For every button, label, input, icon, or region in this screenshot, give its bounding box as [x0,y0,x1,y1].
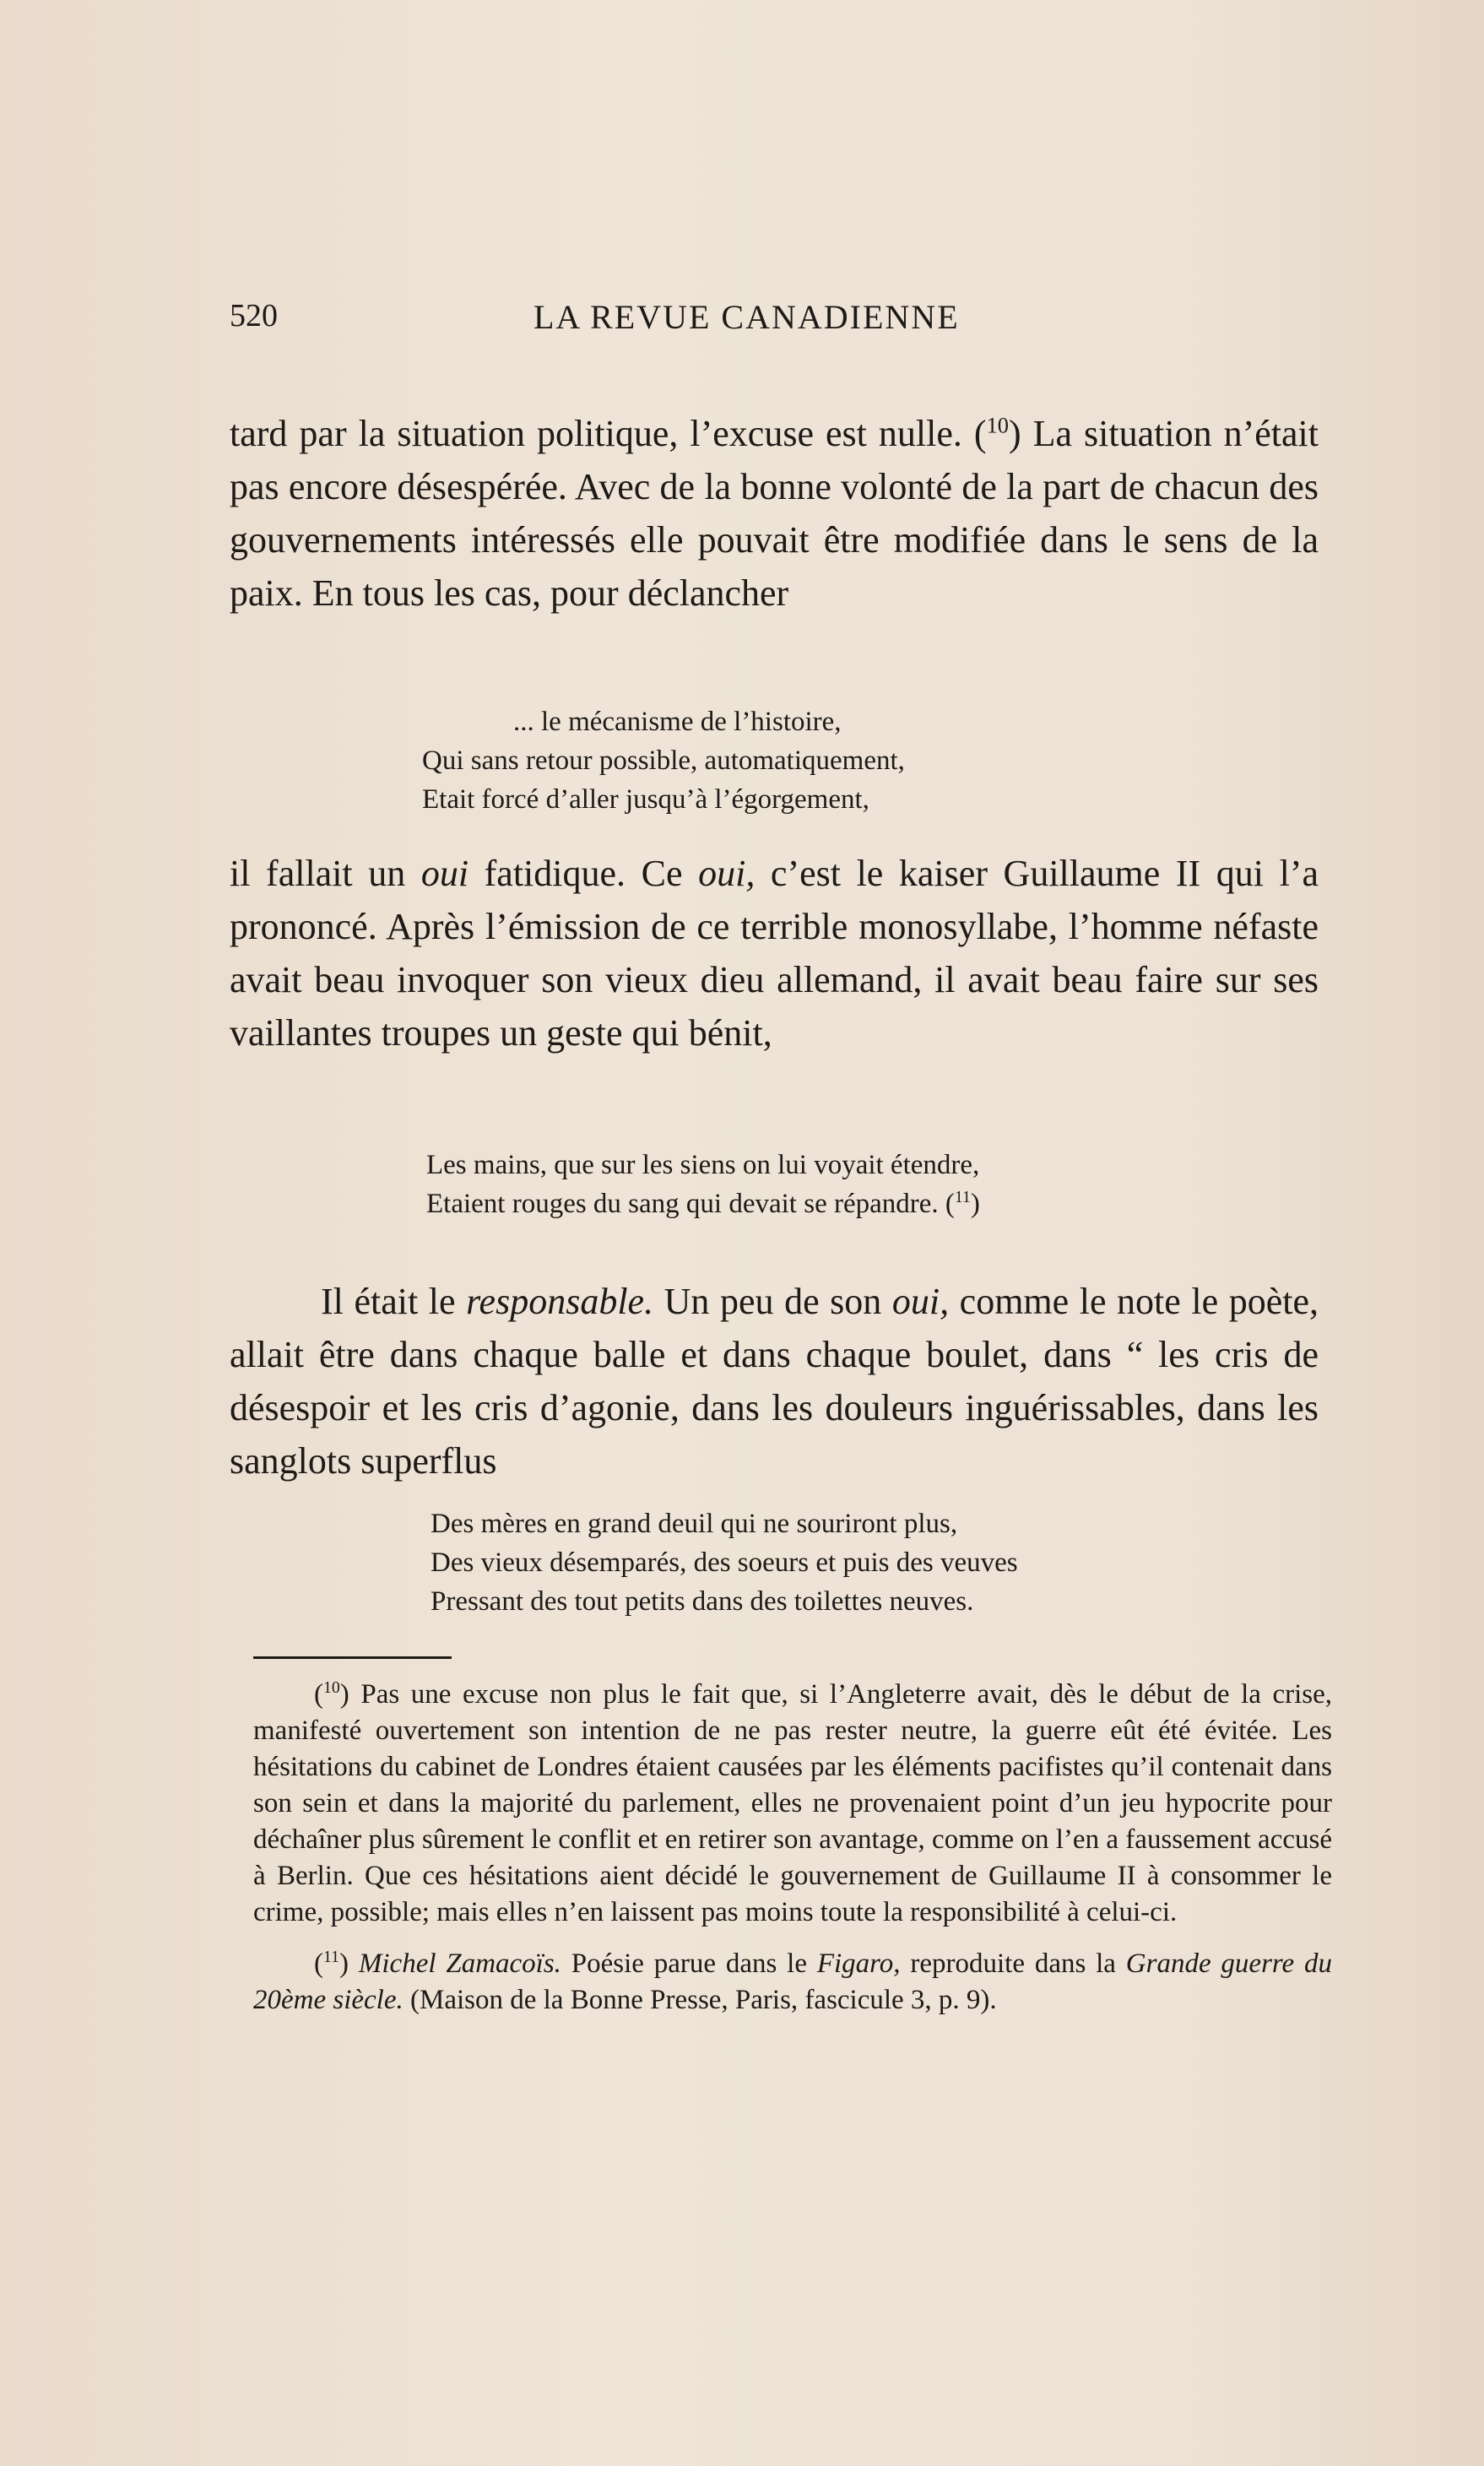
paragraph-2-text-b: fatidique. Ce [468,853,699,894]
footnote-ref-10: 10 [986,412,1009,438]
verse-line-text: Etaient rouges du sang qui devait se répandre. ( [426,1189,955,1219]
footnote-10 [253,1677,1332,1931]
verse-quote-2 [426,1146,980,1223]
footnote-11-text-a: Poésie parue dans le [561,1948,817,1979]
verse-quote-1 [422,702,905,819]
paragraph-2-text-a: il fallait un [230,853,421,894]
verse-line: Les mains, que sur les siens on lui voyait étendre, [426,1150,980,1180]
verse-line [426,1184,980,1223]
footnote-11-close: ) [339,1948,349,1979]
footnotes [253,1677,1332,2034]
page-number: 520 [230,298,278,333]
verse-line: Des vieux désemparés, des soeurs et puis des veuves [431,1547,1018,1578]
paragraph-2 [230,847,1319,1060]
paragraph-3 [230,1275,1319,1488]
paragraph-3-text-c: comme le note le poète, allait être dans chaque balle et dans chaque boulet, dans “ les cris de désespoir et les cris d’agonie, dans les douleurs inguérissables, dans les sanglots superflus [230,1281,1319,1482]
paragraph-2-text-c: c’est le kaiser Guillaume II qui l’a prononcé. Après l’émission de ce terrible monosyllabe, l’homme néfaste avait beau invoquer son vieux dieu allemand, il avait beau faire sur ses vaillantes troupes un geste qui bénit, [230,853,1319,1054]
verse-line: ... le mécanisme de l’histoire, [513,707,842,737]
footnote-11-open: ( [314,1948,323,1979]
footnote-ref-11: 11 [954,1188,971,1206]
footnote-11-text-c: (Maison de la Bonne Presse, Paris, fascicule 3, p. 9). [403,1985,997,2015]
emphasis-oui: oui [420,853,469,894]
footnote-10-number: 10 [323,1678,340,1697]
verse-line: Qui sans retour possible, automatiquement, [422,745,905,776]
footnote-11-author: Michel Zamacoïs. [358,1948,561,1979]
verse-line: Pressant des tout petits dans des toilettes neuves. [431,1586,974,1617]
emphasis-responsable: responsable. [466,1281,654,1322]
paragraph-1-text-a: tard par la situation politique, l’excuse est nulle. ( [230,413,987,454]
footnote-11-number: 11 [323,1948,340,1966]
verse-quote-3 [431,1504,1018,1621]
footnote-divider [253,1656,452,1659]
emphasis-oui: oui, [891,1281,950,1322]
verse-line-close: ) [970,1189,980,1219]
footnote-10-close: ) [339,1679,349,1710]
footnote-10-open: ( [314,1679,323,1710]
footnote-11 [253,1946,1332,2019]
page-header [230,297,1327,348]
footnote-11-figaro: Figaro, [816,1948,901,1979]
paragraph-1-text-b: ) La situation n’était pas encore désespérée. Avec de la bonne volonté de la part de chacun des gouvernements intéressés elle pouvait être modifiée dans le sens de la paix. En tous les cas, pour déclancher [230,413,1319,614]
emphasis-oui: oui, [698,853,756,894]
footnote-10-text: Pas une excuse non plus le fait que, si l’Angleterre avait, dès le début de la crise, manifesté ouvertement son intention de ne pas rester neutre, la guerre eût été évitée. Les hésitations du cabinet de Londres étaient causées par les éléments pacifistes qu’il contenait dans son sein et dans la majorité du parlement, elles ne provenaient point d’un jeu hypocrite pour déchaîner plus sûrement le conflit et en retirer son avantage, comme on l’en a faussement accusé à Berlin. Que ces hésitations aient décidé le gouvernement de Guillaume II à consommer le crime, possible; mais elles n’en laissent pas moins toute la responsibilité à celui-ci. [253,1679,1332,1927]
running-title: LA REVUE CANADIENNE [533,298,960,336]
verse-line: Des mères en grand deuil qui ne souriront plus, [431,1509,958,1539]
paragraph-1 [230,407,1319,620]
verse-line: Etait forcé d’aller jusqu’à l’égorgement, [422,784,869,815]
paragraph-3-text-b: Un peu de son [653,1281,892,1322]
footnote-11-book-title: Grande guerre du 20ème siècle. [253,1948,1333,2015]
footnote-11-text-b: reproduite dans la [900,1948,1126,1979]
paragraph-3-text-a: Il était le [321,1281,467,1322]
